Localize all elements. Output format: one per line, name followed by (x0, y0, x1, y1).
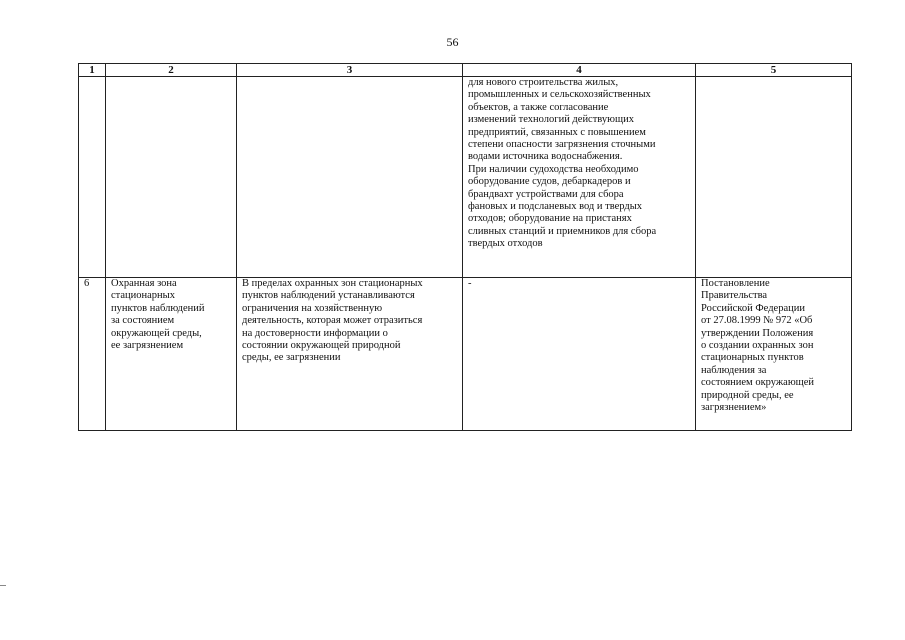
table-header-row (79, 64, 852, 77)
row2-zone-name-cell (106, 278, 237, 431)
row1-requirements-text: для нового строительства жилых, промышленных и сельскохозяйственных объектов, а также согласование изменений технологий действующих предприятий, связанных с повышением степени опасности загрязнения сточными водами источника водоснабжения. При наличии судоходства необходимо оборудование судов, дебаркадеров и брандвахт устройствами для сбора фановых и подсланевых вод и твердых отходов; оборудование на пристанях сливных станций и приемников для сбора твердых отходов (468, 77, 657, 250)
empty-dash: - (468, 278, 472, 289)
row2-restrictions-cell (237, 278, 463, 431)
row1-col5-cell (696, 77, 852, 278)
row1-col4-cell (463, 77, 696, 278)
header-col-4: 4 (463, 64, 696, 77)
header-col-5: 5 (696, 64, 852, 77)
zone-name-text: Охранная зона стационарных пунктов наблюдений за состоянием окружающей среды, ее загрязнением (111, 278, 205, 352)
row2-col4-cell (463, 278, 696, 431)
margin-mark (0, 585, 6, 586)
header-col-1: 1 (79, 64, 106, 77)
legal-basis-text: Постановление Правительства Российской Федерации от 27.08.1999 № 972 «Об утверждении Положения о создании охранных зон стационарных пунктов наблюдения за состоянием окружающей природной среды, ее загрязнением» (701, 278, 815, 414)
row1-col2-cell (106, 77, 237, 278)
row1-col3-cell (237, 77, 463, 278)
row1-col1-cell (79, 77, 106, 278)
page-number: 56 (446, 35, 459, 49)
table-row (79, 77, 852, 278)
header-col-3: 3 (237, 64, 463, 77)
header-col-2: 2 (106, 64, 237, 77)
row2-legal-basis-cell (696, 278, 852, 431)
row-number: 6 (84, 278, 90, 289)
regulation-table (78, 63, 852, 431)
restrictions-text: В пределах охранных зон стационарных пунктов наблюдений устанавливаются ограничения на хозяйственную деятельность, которая может отразиться на достоверности информации о состоянии окружающей природной среды, ее загрязнении (242, 278, 423, 364)
row2-number-cell (79, 278, 106, 431)
table-row (79, 278, 852, 431)
